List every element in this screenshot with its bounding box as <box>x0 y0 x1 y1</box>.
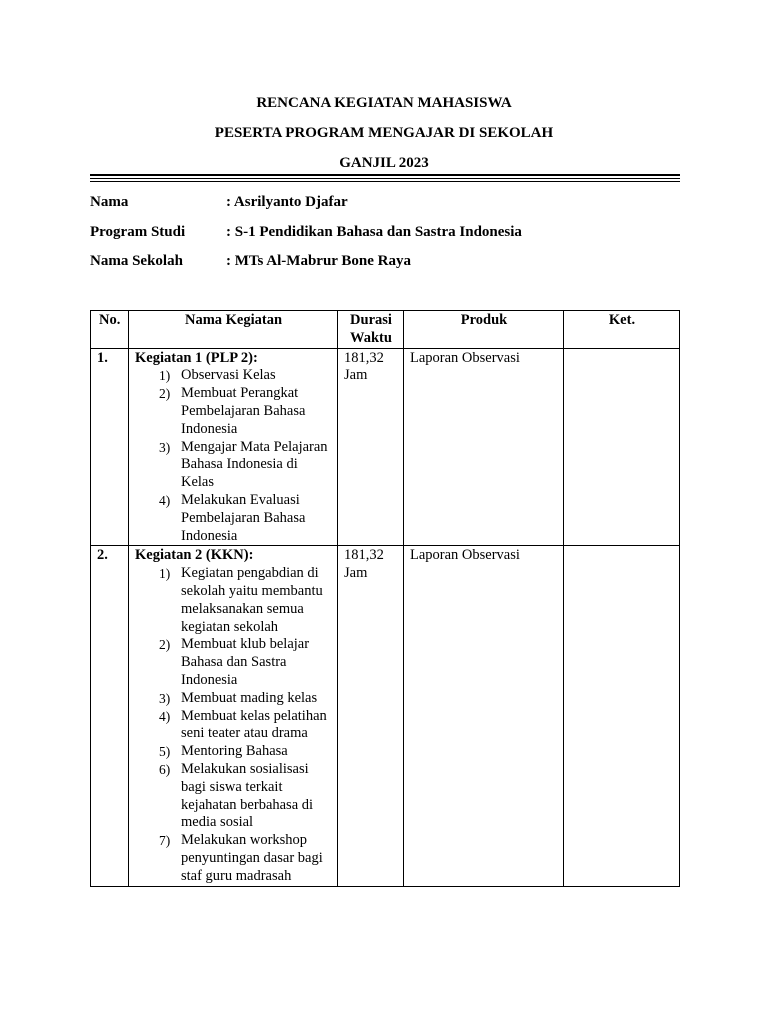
item-text: Observasi Kelas <box>181 367 276 384</box>
item-text: Membuat mading kelas <box>181 689 318 706</box>
item-number: 4) <box>159 492 171 508</box>
note-cell <box>564 348 680 546</box>
note-cell <box>564 546 680 886</box>
product-cell: Laporan Observasi <box>404 546 564 886</box>
list-item <box>159 367 332 385</box>
header-product: Produk <box>404 311 564 349</box>
header-activity-name: Nama Kegiatan <box>129 311 338 349</box>
item-text: Melakukan sosialisasi bagi siswa terkait kejahatan berbahasa di media sosial <box>181 760 314 831</box>
item-text: Membuat kelas pelatihan seni teater atau drama <box>181 707 327 742</box>
item-number: 7) <box>159 833 171 849</box>
row-number: 2. <box>91 546 129 886</box>
duration-value: 181,32 <box>344 547 384 564</box>
item-number: 2) <box>159 637 171 653</box>
list-item <box>159 491 332 545</box>
title-line-2: PESERTA PROGRAM MENGAJAR DI SEKOLAH <box>214 125 554 141</box>
item-text: Mentoring Bahasa <box>181 743 288 760</box>
item-number: 3) <box>159 439 171 455</box>
item-text: Melakukan workshop penyuntingan dasar bagi staf guru madrasah <box>181 832 323 884</box>
list-item <box>159 636 332 689</box>
duration-unit: Jam <box>344 565 368 582</box>
info-label-program: Program Studi <box>90 224 186 240</box>
item-text: Melakukan Evaluasi Pembelajaran Bahasa Indonesia <box>181 491 306 544</box>
list-item <box>159 707 332 744</box>
info-label-name: Nama <box>90 194 129 210</box>
header-duration-line-2: Waktu <box>350 329 392 346</box>
title-line-3: GANJIL 2023 <box>339 155 429 171</box>
activity-item-list <box>135 367 332 545</box>
activity-cell <box>129 546 338 886</box>
table-row <box>91 546 680 886</box>
list-item <box>159 565 332 636</box>
list-item <box>159 743 332 761</box>
info-label-school: Nama Sekolah <box>90 253 183 269</box>
duration-cell <box>338 348 404 546</box>
item-number: 5) <box>159 744 171 760</box>
header-duration-line-1: Durasi <box>350 312 392 328</box>
header-rule-thin <box>90 178 680 179</box>
activity-cell <box>129 348 338 546</box>
info-value-program: : S-1 Pendidikan Bahasa dan Sastra Indonesia <box>226 224 522 240</box>
row-number: 1. <box>91 348 129 546</box>
header-note: Ket. <box>564 311 680 349</box>
list-item <box>159 689 332 708</box>
activity-table <box>90 310 680 887</box>
item-text: Mengajar Mata Pelajaran Bahasa Indonesia di Kelas <box>181 438 328 491</box>
item-number: 2) <box>159 386 171 402</box>
list-item <box>159 760 332 832</box>
header-rule-thick <box>90 174 680 176</box>
table-header-row <box>91 311 680 349</box>
activity-item-list <box>135 565 332 885</box>
item-text: Membuat klub belajar Bahasa dan Sastra Indonesia <box>181 636 310 688</box>
item-number: 1) <box>159 566 171 582</box>
item-number: 4) <box>159 708 171 724</box>
activity-title: Kegiatan 2 (KKN): <box>135 547 254 564</box>
list-item <box>159 385 332 438</box>
activity-title: Kegiatan 1 (PLP 2): <box>135 349 258 366</box>
list-item <box>159 438 332 492</box>
item-number: 3) <box>159 690 171 706</box>
item-number: 6) <box>159 761 171 777</box>
duration-cell <box>338 546 404 886</box>
item-text: Membuat Perangkat Pembelajaran Bahasa Indonesia <box>181 385 306 437</box>
header-no: No. <box>91 311 129 349</box>
header-rule-thin-2 <box>90 181 680 182</box>
duration-unit: Jam <box>344 367 368 384</box>
product-cell: Laporan Observasi <box>404 348 564 546</box>
item-text: Kegiatan pengabdian di sekolah yaitu membantu melaksanakan semua kegiatan sekolah <box>181 565 323 635</box>
header-duration <box>338 311 404 349</box>
title-line-1: RENCANA KEGIATAN MAHASISWA <box>256 95 512 111</box>
list-item <box>159 832 332 885</box>
duration-value: 181,32 <box>344 349 384 366</box>
info-value-name: : Asrilyanto Djafar <box>226 194 348 210</box>
table-row <box>91 348 680 546</box>
item-number: 1) <box>159 368 171 384</box>
info-value-school: : MTs Al-Mabrur Bone Raya <box>226 253 412 269</box>
